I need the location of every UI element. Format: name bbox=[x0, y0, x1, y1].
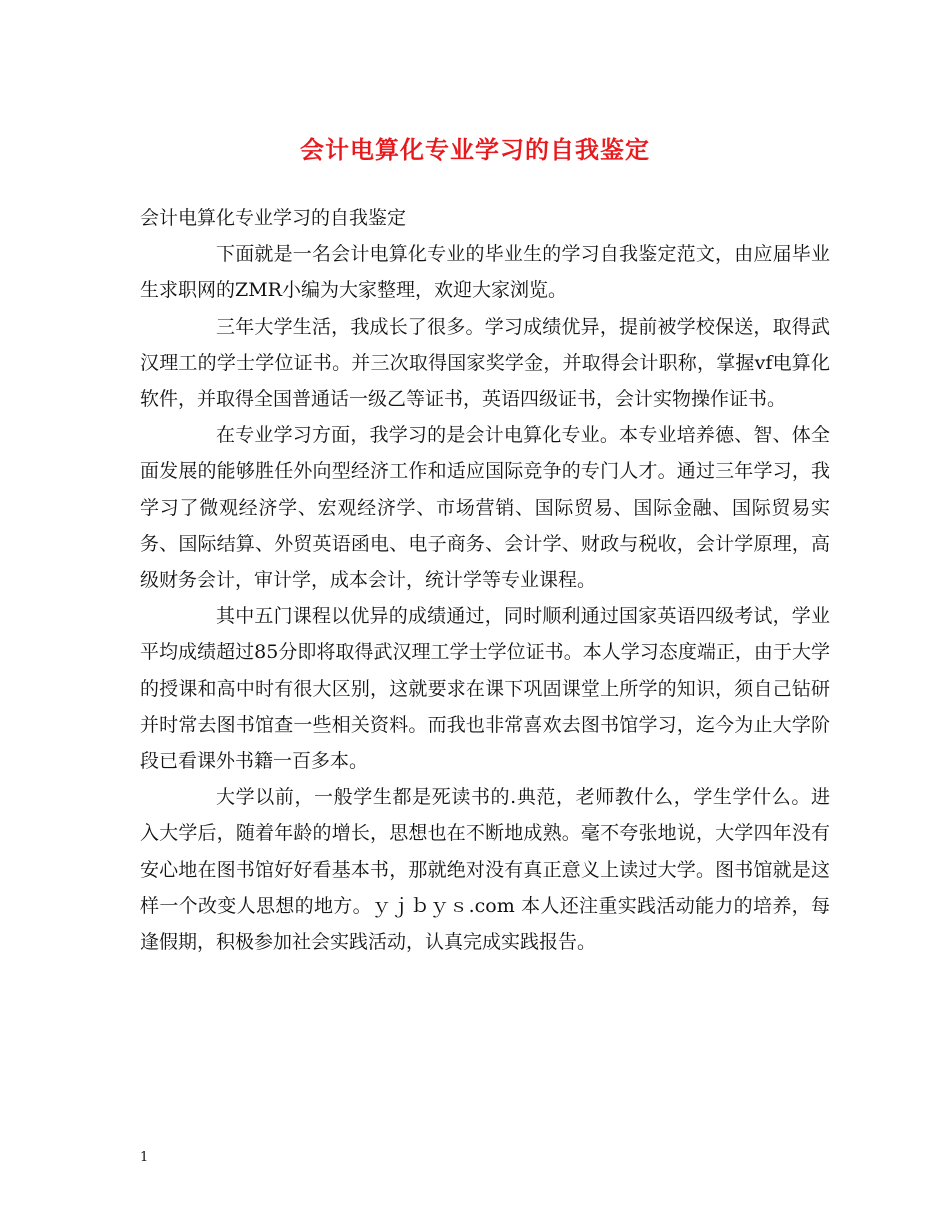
paragraph-library: 大学以前，一般学生都是死读书的.典范，老师教什么，学生学什么。进入大学后，随着年龄的增长，思想也在不断地成熟。毫不夸张地说，大学四年没有安心地在图书馆好好看基本书，那就绝对没有真正意义上读过大学。图书馆就是这样一个改变人思想的地方。ｙｊｂｙｓ.com 本人还注重实践活动能力的培养，每逢假期，积极参加社会实践活动，认真完成实践报告。 bbox=[140, 786, 830, 954]
paragraph-major-study: 在专业学习方面，我学习的是会计电算化专业。本专业培养德、智、体全面发展的能够胜任外向型经济工作和适应国际竞争的专门人才。通过三年学习，我学习了微观经济学、宏观经济学、市场营销、国际贸易、国际金融、国际贸易实务、国际结算、外贸英语函电、电子商务、会计学、财政与税收，会计学原理，高级财务会计，审计学，成本会计，统计学等专业课程。 bbox=[140, 424, 830, 592]
paragraph-grades: 其中五门课程以优异的成绩通过，同时顺利通过国家英语四级考试，学业平均成绩超过85分即将取得武汉理工学士学位证书。本人学习态度端正，由于大学的授课和高中时有很大区别，这就要求在课下巩固课堂上所学的知识，须自己钻研并时常去图书馆查一些相关资料。而我也非常喜欢去图书馆学习，迄今为止大学阶段已看课外书籍一百多本。 bbox=[140, 605, 830, 773]
document-title: 会计电算化专业学习的自我鉴定 bbox=[300, 135, 650, 164]
paragraph-intro: 下面就是一名会计电算化专业的毕业生的学习自我鉴定范文，由应届毕业生求职网的ZMR小编为大家整理，欢迎大家浏览。 bbox=[140, 243, 830, 302]
page-number: 1 bbox=[140, 1150, 149, 1165]
paragraph-achievements: 三年大学生活，我成长了很多。学习成绩优异，提前被学校保送，取得武汉理工的学士学位证书。并三次取得国家奖学金，并取得会计职称，掌握vf电算化软件，并取得全国普通话一级乙等证书，英语四级证书，会计实物操作证书。 bbox=[140, 315, 830, 411]
document-subtitle-line: 会计电算化专业学习的自我鉴定 bbox=[140, 207, 407, 229]
document-body bbox=[140, 200, 830, 960]
